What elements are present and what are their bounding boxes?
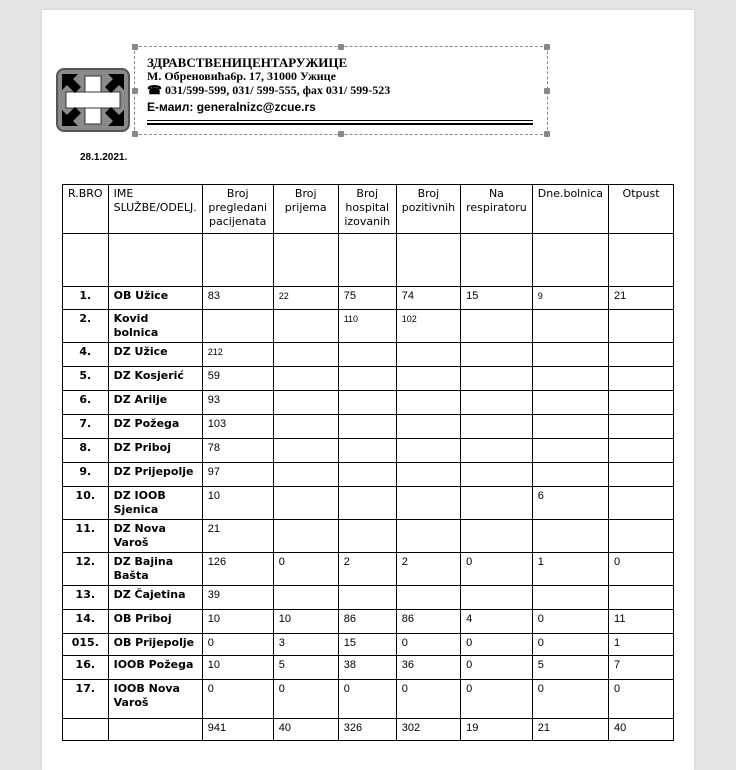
row-value: 10 bbox=[202, 656, 273, 680]
row-value: 22 bbox=[273, 287, 338, 310]
total-value: 326 bbox=[338, 719, 396, 741]
row-number: 4. bbox=[63, 343, 109, 367]
row-value bbox=[338, 520, 396, 553]
total-value: 19 bbox=[461, 719, 533, 741]
row-value bbox=[396, 391, 460, 415]
row-number: 16. bbox=[63, 656, 109, 680]
row-value bbox=[461, 586, 533, 610]
resize-handle[interactable] bbox=[132, 44, 138, 50]
row-value bbox=[532, 391, 608, 415]
col-header-discharge: Otpust bbox=[609, 185, 674, 234]
cross-arrows-icon bbox=[58, 70, 128, 130]
row-value bbox=[338, 586, 396, 610]
row-value bbox=[338, 415, 396, 439]
row-value bbox=[273, 487, 338, 520]
row-name: IOOB Nova Varoš bbox=[108, 680, 202, 719]
institution-name: ЗДРАВСТВЕНИЦЕНТАРУЖИЦЕ bbox=[147, 55, 348, 70]
row-value: 10 bbox=[273, 610, 338, 634]
row-value: 78 bbox=[202, 439, 273, 463]
row-value: 3 bbox=[273, 634, 338, 656]
row-value: 2 bbox=[338, 553, 396, 586]
institution-address: М. Обреновића6р. 17, 31000 Ужице bbox=[147, 69, 336, 83]
row-value: 97 bbox=[202, 463, 273, 487]
resize-handle[interactable] bbox=[338, 44, 344, 50]
row-number: 7. bbox=[63, 415, 109, 439]
table-row bbox=[63, 463, 674, 487]
table-row bbox=[63, 287, 674, 310]
row-value bbox=[338, 463, 396, 487]
resize-handle[interactable] bbox=[544, 131, 550, 137]
row-value bbox=[609, 586, 674, 610]
row-value bbox=[338, 439, 396, 463]
row-value: 83 bbox=[202, 287, 273, 310]
row-value: 0 bbox=[273, 680, 338, 719]
row-name: OB Priboj bbox=[108, 610, 202, 634]
row-value bbox=[609, 367, 674, 391]
row-value bbox=[532, 586, 608, 610]
row-value: 59 bbox=[202, 367, 273, 391]
row-value: 0 bbox=[273, 553, 338, 586]
row-value: 5 bbox=[273, 656, 338, 680]
row-value: 0 bbox=[532, 680, 608, 719]
row-value: 21 bbox=[609, 287, 674, 310]
row-value bbox=[273, 415, 338, 439]
row-value: 5 bbox=[532, 656, 608, 680]
row-value: 0 bbox=[396, 634, 460, 656]
row-value bbox=[273, 463, 338, 487]
report-table bbox=[62, 184, 674, 741]
col-header-respirator: Na respiratoru bbox=[461, 185, 533, 234]
row-number: 12. bbox=[63, 553, 109, 586]
row-value: 126 bbox=[202, 553, 273, 586]
row-value: 103 bbox=[202, 415, 273, 439]
row-value bbox=[609, 391, 674, 415]
row-value: 9 bbox=[532, 287, 608, 310]
row-value: 0 bbox=[609, 680, 674, 719]
col-header-day-hospital: Dne.bolnica bbox=[532, 185, 608, 234]
table-row bbox=[63, 391, 674, 415]
row-value bbox=[461, 520, 533, 553]
row-value: 93 bbox=[202, 391, 273, 415]
row-value: 0 bbox=[532, 610, 608, 634]
row-value bbox=[609, 439, 674, 463]
row-value bbox=[609, 487, 674, 520]
row-value: 0 bbox=[338, 680, 396, 719]
row-value bbox=[609, 463, 674, 487]
row-value bbox=[273, 310, 338, 343]
row-value: 15 bbox=[338, 634, 396, 656]
total-value: 941 bbox=[202, 719, 273, 741]
row-value: 75 bbox=[338, 287, 396, 310]
col-header-examined: Broj pregledani pacijenata bbox=[202, 185, 273, 234]
row-value: 0 bbox=[461, 634, 533, 656]
header-row bbox=[63, 185, 674, 234]
row-value: 86 bbox=[338, 610, 396, 634]
table-row bbox=[63, 310, 674, 343]
row-value bbox=[461, 367, 533, 391]
row-value bbox=[273, 391, 338, 415]
row-number: 015. bbox=[63, 634, 109, 656]
institution-email: Е-маил: generalnizc@zcue.rs bbox=[147, 100, 316, 114]
row-value bbox=[396, 586, 460, 610]
table-row bbox=[63, 439, 674, 463]
row-value bbox=[396, 520, 460, 553]
row-value: 38 bbox=[338, 656, 396, 680]
total-value: 40 bbox=[609, 719, 674, 741]
row-value bbox=[396, 439, 460, 463]
letterhead-textbox[interactable] bbox=[134, 46, 548, 135]
health-center-logo bbox=[56, 68, 130, 132]
row-value: 86 bbox=[396, 610, 460, 634]
col-header-rbr: R.BRO bbox=[63, 185, 109, 234]
row-name: OB Prijepolje bbox=[108, 634, 202, 656]
row-value: 4 bbox=[461, 610, 533, 634]
row-value bbox=[532, 520, 608, 553]
header-rule bbox=[147, 120, 533, 121]
row-value bbox=[461, 487, 533, 520]
row-value bbox=[273, 586, 338, 610]
row-value: 0 bbox=[461, 680, 533, 719]
row-name: IOOB Požega bbox=[108, 656, 202, 680]
resize-handle[interactable] bbox=[544, 88, 550, 94]
row-name: OB Užice bbox=[108, 287, 202, 310]
row-number: 1. bbox=[63, 287, 109, 310]
resize-handle[interactable] bbox=[544, 44, 550, 50]
row-value: 1 bbox=[532, 553, 608, 586]
row-number: 10. bbox=[63, 487, 109, 520]
row-value: 1 bbox=[609, 634, 674, 656]
row-value bbox=[461, 463, 533, 487]
col-header-admissions: Broj prijema bbox=[273, 185, 338, 234]
row-value bbox=[396, 343, 460, 367]
document-page bbox=[42, 10, 694, 770]
row-value bbox=[461, 415, 533, 439]
row-name: DZ Kosjerić bbox=[108, 367, 202, 391]
row-value: 11 bbox=[609, 610, 674, 634]
row-value bbox=[338, 391, 396, 415]
empty-row bbox=[63, 234, 674, 287]
row-value bbox=[461, 439, 533, 463]
row-name: DZ IOOB Sjenica bbox=[108, 487, 202, 520]
row-value bbox=[273, 367, 338, 391]
row-value: 10 bbox=[202, 610, 273, 634]
row-value: 212 bbox=[202, 343, 273, 367]
row-name: DZ Priboj bbox=[108, 439, 202, 463]
row-value bbox=[461, 310, 533, 343]
row-value: 0 bbox=[202, 634, 273, 656]
row-value bbox=[396, 463, 460, 487]
row-value: 0 bbox=[609, 553, 674, 586]
row-number: 8. bbox=[63, 439, 109, 463]
row-name: DZ Nova Varoš bbox=[108, 520, 202, 553]
table-row bbox=[63, 610, 674, 634]
row-value bbox=[609, 520, 674, 553]
row-value bbox=[609, 415, 674, 439]
table-row bbox=[63, 553, 674, 586]
table-row bbox=[63, 415, 674, 439]
row-name: DZ Požega bbox=[108, 415, 202, 439]
row-value bbox=[338, 367, 396, 391]
row-value bbox=[532, 439, 608, 463]
row-value: 2 bbox=[396, 553, 460, 586]
row-name: DZ Bajina Bašta bbox=[108, 553, 202, 586]
row-number: 6. bbox=[63, 391, 109, 415]
col-header-hospitalized: Broj hospital izovanih bbox=[338, 185, 396, 234]
row-value: 0 bbox=[396, 680, 460, 719]
total-value: 40 bbox=[273, 719, 338, 741]
table-row bbox=[63, 367, 674, 391]
row-value: 15 bbox=[461, 287, 533, 310]
col-header-name: IME SLUŽBE/ODELJ. bbox=[108, 185, 202, 234]
table-row bbox=[63, 656, 674, 680]
row-number: 2. bbox=[63, 310, 109, 343]
total-value: 302 bbox=[396, 719, 460, 741]
row-value bbox=[461, 391, 533, 415]
row-value bbox=[273, 439, 338, 463]
table-row bbox=[63, 586, 674, 610]
row-value bbox=[532, 343, 608, 367]
institution-phone: ☎ 031/599-599, 031/ 599-555, фах 031/ 599-523 bbox=[147, 83, 391, 97]
row-value bbox=[273, 520, 338, 553]
table-row bbox=[63, 520, 674, 553]
row-value: 7 bbox=[609, 656, 674, 680]
table-row bbox=[63, 680, 674, 719]
row-number: 5. bbox=[63, 367, 109, 391]
row-value: 10 bbox=[202, 487, 273, 520]
row-value: 39 bbox=[202, 586, 273, 610]
row-value bbox=[396, 415, 460, 439]
row-name: DZ Arilje bbox=[108, 391, 202, 415]
row-value bbox=[461, 343, 533, 367]
row-value: 0 bbox=[532, 634, 608, 656]
row-value bbox=[532, 415, 608, 439]
report-date: 28.1.2021. bbox=[80, 152, 128, 163]
row-value bbox=[273, 343, 338, 367]
row-value bbox=[532, 310, 608, 343]
row-value: 36 bbox=[396, 656, 460, 680]
row-value bbox=[396, 487, 460, 520]
row-number: 13. bbox=[63, 586, 109, 610]
row-value: 21 bbox=[202, 520, 273, 553]
totals-row bbox=[63, 719, 674, 741]
row-value bbox=[532, 463, 608, 487]
row-value: 110 bbox=[338, 310, 396, 343]
row-value: 102 bbox=[396, 310, 460, 343]
total-value: 21 bbox=[532, 719, 608, 741]
row-name: DZ Čajetina bbox=[108, 586, 202, 610]
row-name: Kovid bolnica bbox=[108, 310, 202, 343]
resize-handle[interactable] bbox=[338, 131, 344, 137]
row-value: 0 bbox=[461, 656, 533, 680]
resize-handle[interactable] bbox=[132, 88, 138, 94]
row-value: 0 bbox=[461, 553, 533, 586]
resize-handle[interactable] bbox=[132, 131, 138, 137]
header-rule bbox=[147, 123, 533, 125]
row-value bbox=[338, 343, 396, 367]
row-value: 0 bbox=[202, 680, 273, 719]
table-row bbox=[63, 634, 674, 656]
row-value: 6 bbox=[532, 487, 608, 520]
row-value bbox=[338, 487, 396, 520]
table-row bbox=[63, 487, 674, 520]
table-row bbox=[63, 343, 674, 367]
row-number: 14. bbox=[63, 610, 109, 634]
row-number: 17. bbox=[63, 680, 109, 719]
row-value bbox=[609, 310, 674, 343]
row-number: 11. bbox=[63, 520, 109, 553]
row-value bbox=[609, 343, 674, 367]
col-header-positive: Broj pozitivnih bbox=[396, 185, 460, 234]
row-value: 74 bbox=[396, 287, 460, 310]
row-value bbox=[396, 367, 460, 391]
row-name: DZ Prijepolje bbox=[108, 463, 202, 487]
row-name: DZ Užice bbox=[108, 343, 202, 367]
row-value bbox=[202, 310, 273, 343]
row-number: 9. bbox=[63, 463, 109, 487]
row-value bbox=[532, 367, 608, 391]
